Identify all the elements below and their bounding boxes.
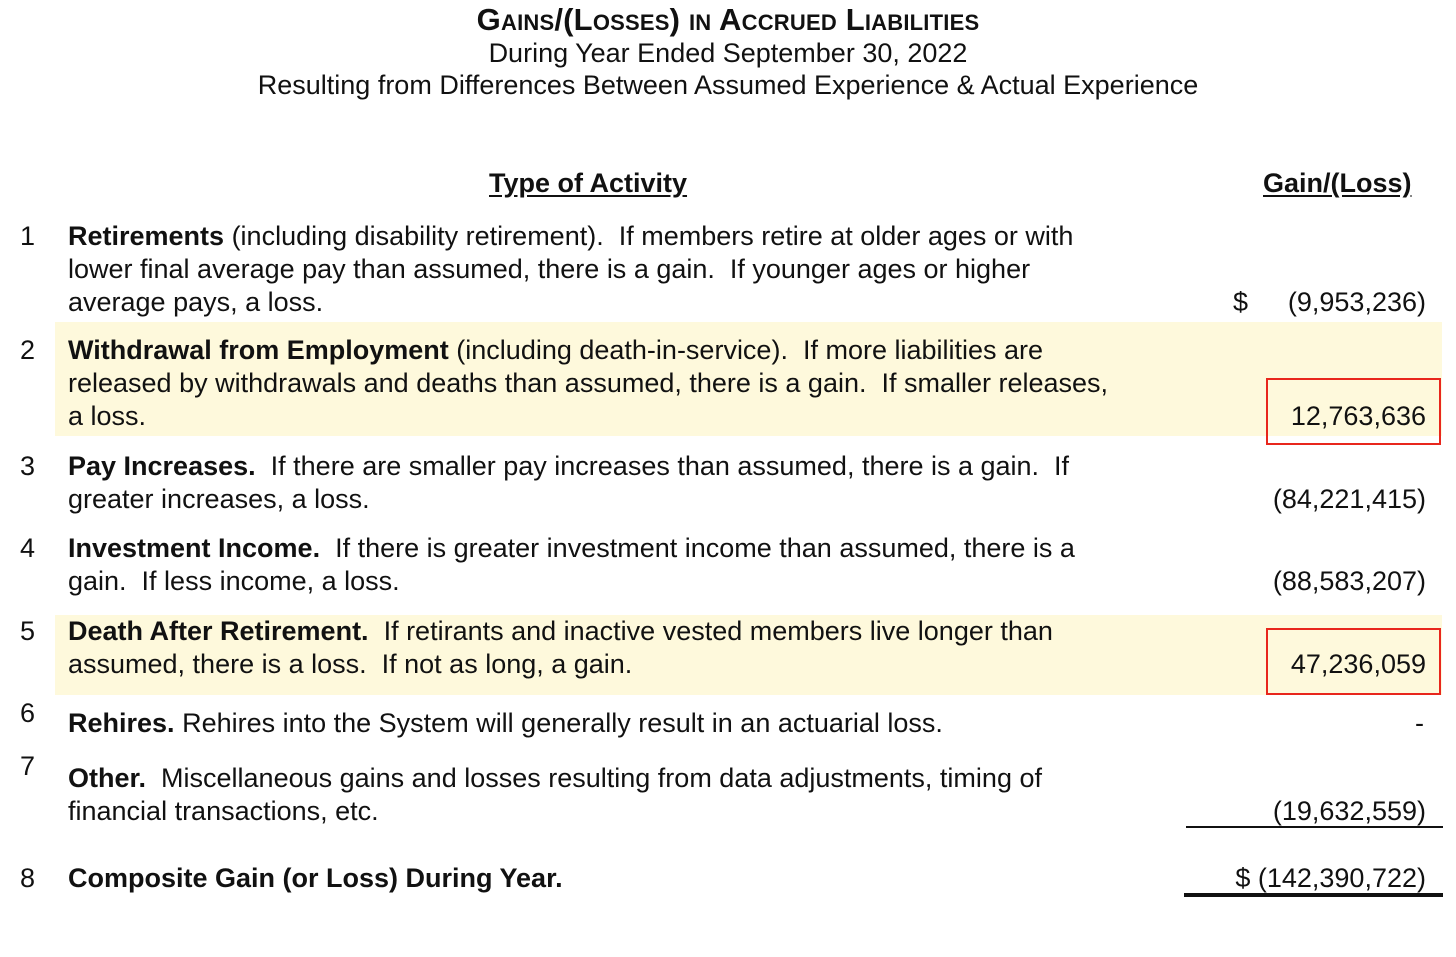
activity-description	[68, 707, 943, 740]
column-header-activity: Type of Activity	[489, 168, 688, 198]
description-text: Miscellaneous gains and losses resulting from data adjustments, timing of	[146, 763, 1042, 793]
row-number: 3	[20, 451, 36, 481]
gain-loss-amount: (88,583,207)	[1272, 566, 1426, 596]
gain-loss-amount: (9,953,236)	[1287, 287, 1426, 317]
description-text: If retirants and inactive vested members live longer than	[368, 616, 1053, 646]
description-line	[68, 862, 563, 895]
document-subtitle: During Year Ended September 30, 2022	[488, 38, 968, 68]
column-header-gain-loss: Gain/(Loss)	[1263, 168, 1412, 198]
activity-name: Rehires.	[68, 708, 175, 738]
gain-loss-amount: (84,221,415)	[1272, 484, 1426, 514]
activity-name: Investment Income.	[68, 533, 321, 563]
description-line	[68, 648, 1053, 681]
document-subtitle-2: Resulting from Differences Between Assumed Experience & Actual Experience	[257, 70, 1199, 100]
row-number: 7	[20, 751, 36, 781]
activity-name: Withdrawal from Employment	[68, 335, 449, 365]
gain-loss-amount: -	[1415, 708, 1424, 738]
description-line	[68, 707, 943, 740]
description-text: If there are smaller pay increases than assumed, there is a gain. If	[255, 451, 1070, 481]
subtotal-underline	[1186, 826, 1443, 828]
highlight-box	[1266, 378, 1441, 445]
description-line	[68, 532, 1075, 565]
description-line	[68, 762, 1042, 795]
description-text: If there is greater investment income than assumed, there is a	[320, 533, 1075, 563]
description-text: financial transactions, etc.	[68, 796, 379, 826]
description-line	[68, 367, 1108, 400]
highlight-box	[1266, 628, 1441, 695]
description-text: lower final average pay than assumed, there is a gain. If younger ages or higher	[68, 254, 1031, 284]
gain-loss-amount: 47,236,059	[1290, 649, 1426, 679]
activity-description	[68, 762, 1042, 828]
activity-description	[68, 334, 1108, 433]
activity-name: Pay Increases.	[68, 451, 256, 481]
description-text: (including death-in-service). If more liabilities are	[448, 335, 1044, 365]
description-line	[68, 400, 1108, 433]
activity-name: Death After Retirement.	[68, 616, 369, 646]
row-number: 5	[20, 616, 36, 646]
row-number: 8	[20, 863, 36, 893]
description-text: assumed, there is a loss. If not as long, a gain.	[68, 649, 633, 679]
row-number: 1	[20, 221, 36, 251]
description-line	[68, 450, 1069, 483]
activity-name: Other.	[68, 763, 147, 793]
row-number: 2	[20, 335, 36, 365]
activity-description	[68, 220, 1073, 319]
total-double-underline	[1184, 893, 1443, 897]
activity-description	[68, 615, 1053, 681]
activity-name: Retirements	[68, 221, 225, 251]
description-text: released by withdrawals and deaths than assumed, there is a gain. If smaller releases,	[68, 368, 1109, 398]
activity-description	[68, 532, 1075, 598]
gain-loss-amount: 12,763,636	[1290, 401, 1426, 431]
description-text: gain. If less income, a loss.	[68, 566, 400, 596]
description-line	[68, 795, 1042, 828]
activity-name: Composite Gain (or Loss) During Year.	[68, 863, 563, 893]
description-text: (including disability retirement). If members retire at older ages or with	[224, 221, 1074, 251]
row-number: 6	[20, 698, 36, 728]
activity-description	[68, 450, 1069, 516]
description-line	[68, 286, 1073, 319]
description-line	[68, 565, 1075, 598]
row-number: 4	[20, 533, 36, 563]
description-line	[68, 220, 1073, 253]
description-text: a loss.	[68, 401, 147, 431]
description-line	[68, 483, 1069, 516]
gain-loss-amount: (19,632,559)	[1272, 796, 1426, 826]
document-title: Gains/(Losses) in Accrued Liabilities	[476, 2, 980, 37]
activity-description	[68, 862, 563, 895]
description-text: average pays, a loss.	[68, 287, 324, 317]
gain-loss-amount: $ (142,390,722)	[1235, 863, 1426, 893]
dollar-sign: $	[1233, 287, 1249, 317]
description-line	[68, 615, 1053, 648]
description-line	[68, 253, 1073, 286]
description-text: greater increases, a loss.	[68, 484, 370, 514]
description-text: Rehires into the System will generally result in an actuarial loss.	[174, 708, 943, 738]
description-line	[68, 334, 1108, 367]
